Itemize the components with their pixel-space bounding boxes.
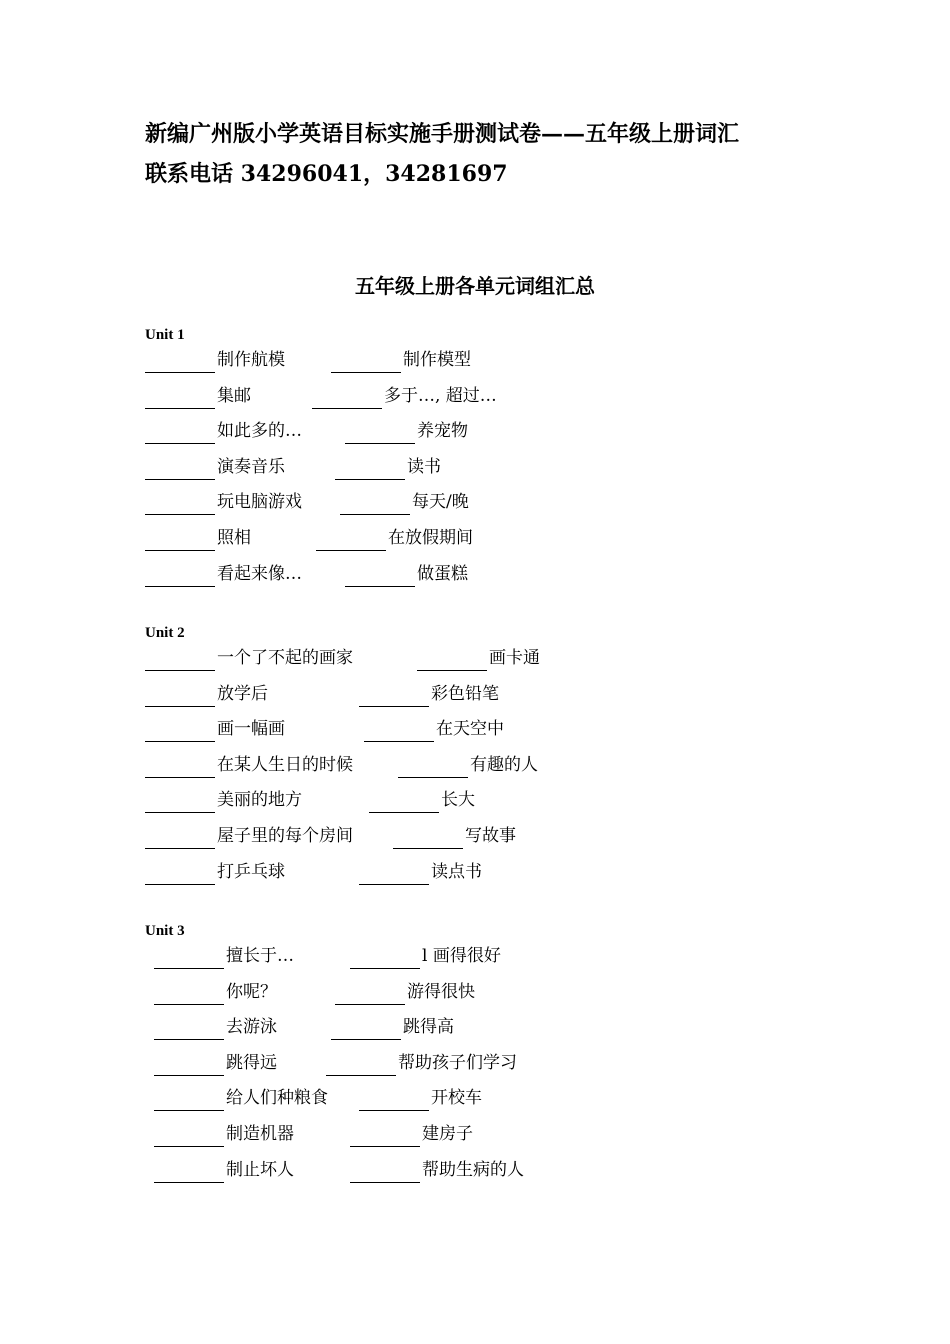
- vocab-item: [335, 979, 475, 1005]
- vocab-meaning: 跳得高: [403, 1017, 454, 1038]
- vocab-item: [145, 716, 285, 742]
- vocab-row: [145, 347, 745, 373]
- vocab-meaning: 在某人生日的时候: [217, 754, 353, 775]
- vocab-row: [154, 943, 754, 969]
- vocab-row: [145, 716, 745, 742]
- vocab-item: [369, 787, 475, 813]
- answer-blank[interactable]: [145, 721, 215, 742]
- vocab-meaning: 帮助孩子们学习: [398, 1052, 517, 1073]
- vocab-meaning: 长大: [441, 790, 475, 811]
- answer-blank[interactable]: [350, 948, 420, 969]
- section-title: 五年级上册各单元词组汇总: [355, 274, 595, 298]
- vocab-meaning: 跳得远: [226, 1052, 277, 1073]
- vocab-meaning: 集邮: [217, 385, 251, 406]
- vocab-row: [154, 1157, 754, 1183]
- vocab-meaning: 照相: [217, 528, 251, 548]
- vocab-row: [145, 859, 745, 885]
- answer-blank[interactable]: [145, 686, 215, 707]
- document-title: 新编广州版小学英语目标实施手册测试卷——五年级上册词汇: [145, 121, 740, 147]
- vocab-item: [154, 979, 277, 1005]
- answer-blank[interactable]: [359, 1090, 429, 1111]
- vocab-item: [340, 489, 469, 515]
- answer-blank[interactable]: [154, 984, 224, 1005]
- answer-blank[interactable]: [145, 792, 215, 813]
- vocab-item: [331, 347, 471, 373]
- vocab-meaning: 每天/晚: [412, 492, 469, 513]
- vocab-meaning: 屋子里的每个房间: [217, 826, 353, 846]
- vocab-row: [154, 1121, 754, 1147]
- vocab-item: [398, 752, 538, 778]
- vocab-meaning: 多于…, 超过…: [384, 385, 497, 406]
- vocab-item: [145, 823, 353, 849]
- vocab-meaning: 画卡通: [489, 648, 540, 668]
- vocab-item: [154, 1085, 328, 1111]
- answer-blank[interactable]: [145, 566, 215, 587]
- vocab-meaning: 擅长于…: [226, 946, 294, 966]
- vocab-item: [145, 752, 353, 778]
- vocab-item: [145, 787, 302, 813]
- answer-blank[interactable]: [154, 948, 224, 969]
- vocab-row: [145, 787, 745, 813]
- vocab-row: [145, 752, 745, 778]
- vocab-meaning: 打乒乓球: [217, 861, 285, 882]
- answer-blank[interactable]: [145, 423, 215, 444]
- vocab-item: [359, 1085, 482, 1111]
- vocab-item: [335, 454, 441, 480]
- vocab-item: [350, 1157, 524, 1183]
- vocab-item: [326, 1050, 517, 1076]
- vocab-row: [145, 454, 745, 480]
- vocab-item: [154, 1014, 277, 1040]
- vocab-row: [145, 383, 745, 409]
- vocab-meaning: 读点书: [431, 861, 482, 882]
- vocab-meaning: 做蛋糕: [417, 563, 468, 584]
- answer-blank[interactable]: [350, 1126, 420, 1147]
- answer-blank[interactable]: [145, 352, 215, 373]
- answer-blank[interactable]: [154, 1019, 224, 1040]
- vocab-item: [145, 347, 285, 373]
- vocab-row: [154, 1085, 754, 1111]
- answer-blank[interactable]: [417, 650, 487, 671]
- vocab-row: [145, 561, 745, 587]
- vocab-item: [154, 943, 294, 969]
- answer-blank[interactable]: [340, 494, 410, 515]
- vocab-item: [350, 943, 501, 969]
- vocab-item: [145, 561, 302, 587]
- answer-blank[interactable]: [145, 864, 215, 885]
- vocab-item: [345, 561, 468, 587]
- vocab-meaning: 制止坏人: [226, 1159, 294, 1180]
- vocab-row: [154, 1050, 754, 1076]
- vocab-item: [154, 1157, 294, 1183]
- answer-blank[interactable]: [154, 1090, 224, 1111]
- vocab-meaning: 帮助生病的人: [422, 1159, 524, 1180]
- answer-blank[interactable]: [154, 1055, 224, 1076]
- vocab-row: [154, 1014, 754, 1040]
- vocab-meaning: 画一幅画: [217, 719, 285, 740]
- answer-blank[interactable]: [359, 864, 429, 885]
- vocab-meaning: 在放假期间: [388, 528, 473, 548]
- vocab-meaning: 制作航模: [217, 350, 285, 370]
- vocab-item: [417, 645, 540, 671]
- vocab-item: [145, 418, 302, 444]
- answer-blank[interactable]: [145, 388, 215, 409]
- vocab-meaning: 制造机器: [226, 1124, 294, 1144]
- vocab-meaning: 给人们种粮食: [226, 1088, 328, 1109]
- vocab-row: [145, 489, 745, 515]
- answer-blank[interactable]: [331, 1019, 401, 1040]
- answer-blank[interactable]: [316, 530, 386, 551]
- vocab-item: [154, 1050, 277, 1076]
- vocab-meaning: l 画得很好: [422, 946, 501, 966]
- answer-blank[interactable]: [345, 566, 415, 587]
- vocab-item: [393, 823, 516, 849]
- answer-blank[interactable]: [345, 423, 415, 444]
- vocab-meaning: 放学后: [217, 683, 268, 704]
- contact-phone: 联系电话 34296041，34281697: [145, 161, 508, 187]
- vocab-item: [359, 681, 499, 707]
- vocab-meaning: 开校车: [431, 1088, 482, 1109]
- answer-blank[interactable]: [350, 1162, 420, 1183]
- vocab-meaning: 制作模型: [403, 350, 471, 370]
- vocab-row: [145, 645, 745, 671]
- vocab-meaning: 在天空中: [436, 719, 504, 740]
- unit-heading: Unit 1: [145, 327, 185, 343]
- vocab-item: [145, 645, 353, 671]
- vocab-item: [145, 489, 302, 515]
- answer-blank[interactable]: [331, 352, 401, 373]
- vocab-meaning: 去游泳: [226, 1017, 277, 1038]
- vocab-item: [145, 681, 268, 707]
- vocab-item: [359, 859, 482, 885]
- vocab-meaning: 写故事: [465, 826, 516, 846]
- vocab-item: [145, 454, 285, 480]
- vocab-item: [145, 859, 285, 885]
- vocab-meaning: 美丽的地方: [217, 790, 302, 811]
- vocab-meaning: 有趣的人: [470, 754, 538, 775]
- vocab-meaning: 一个了不起的画家: [217, 648, 353, 668]
- vocab-item: [350, 1121, 473, 1147]
- vocab-row: [145, 823, 745, 849]
- vocab-row: [145, 681, 745, 707]
- vocab-meaning: 彩色铅笔: [431, 683, 499, 704]
- vocab-meaning: 演奏音乐: [217, 456, 285, 477]
- answer-blank[interactable]: [398, 757, 468, 778]
- answer-blank[interactable]: [359, 686, 429, 707]
- vocab-meaning: 看起来像…: [217, 563, 302, 584]
- vocab-item: [364, 716, 504, 742]
- answer-blank[interactable]: [145, 530, 215, 551]
- answer-blank[interactable]: [145, 757, 215, 778]
- answer-blank[interactable]: [393, 828, 463, 849]
- vocab-row: [154, 979, 754, 1005]
- vocab-meaning: 如此多的…: [217, 421, 302, 442]
- vocab-item: [154, 1121, 294, 1147]
- vocab-item: [316, 525, 473, 551]
- vocab-meaning: 养宠物: [417, 421, 468, 442]
- vocab-meaning: 你呢？: [226, 981, 277, 1002]
- vocab-item: [145, 383, 251, 409]
- vocab-meaning: 游得很快: [407, 981, 475, 1002]
- answer-blank[interactable]: [335, 984, 405, 1005]
- answer-blank[interactable]: [145, 650, 215, 671]
- answer-blank[interactable]: [326, 1055, 396, 1076]
- unit-heading: Unit 2: [145, 625, 185, 641]
- answer-blank[interactable]: [154, 1126, 224, 1147]
- vocab-meaning: 读书: [407, 456, 441, 477]
- vocab-item: [312, 383, 497, 409]
- vocab-item: [145, 525, 251, 551]
- vocab-item: [331, 1014, 454, 1040]
- answer-blank[interactable]: [335, 459, 405, 480]
- answer-blank[interactable]: [154, 1162, 224, 1183]
- answer-blank[interactable]: [312, 388, 382, 409]
- answer-blank[interactable]: [145, 459, 215, 480]
- vocab-meaning: 建房子: [422, 1124, 473, 1144]
- vocab-row: [145, 525, 745, 551]
- vocab-item: [345, 418, 468, 444]
- vocab-row: [145, 418, 745, 444]
- answer-blank[interactable]: [369, 792, 439, 813]
- unit-heading: Unit 3: [145, 923, 185, 939]
- answer-blank[interactable]: [145, 494, 215, 515]
- answer-blank[interactable]: [145, 828, 215, 849]
- vocab-meaning: 玩电脑游戏: [217, 492, 302, 513]
- answer-blank[interactable]: [364, 721, 434, 742]
